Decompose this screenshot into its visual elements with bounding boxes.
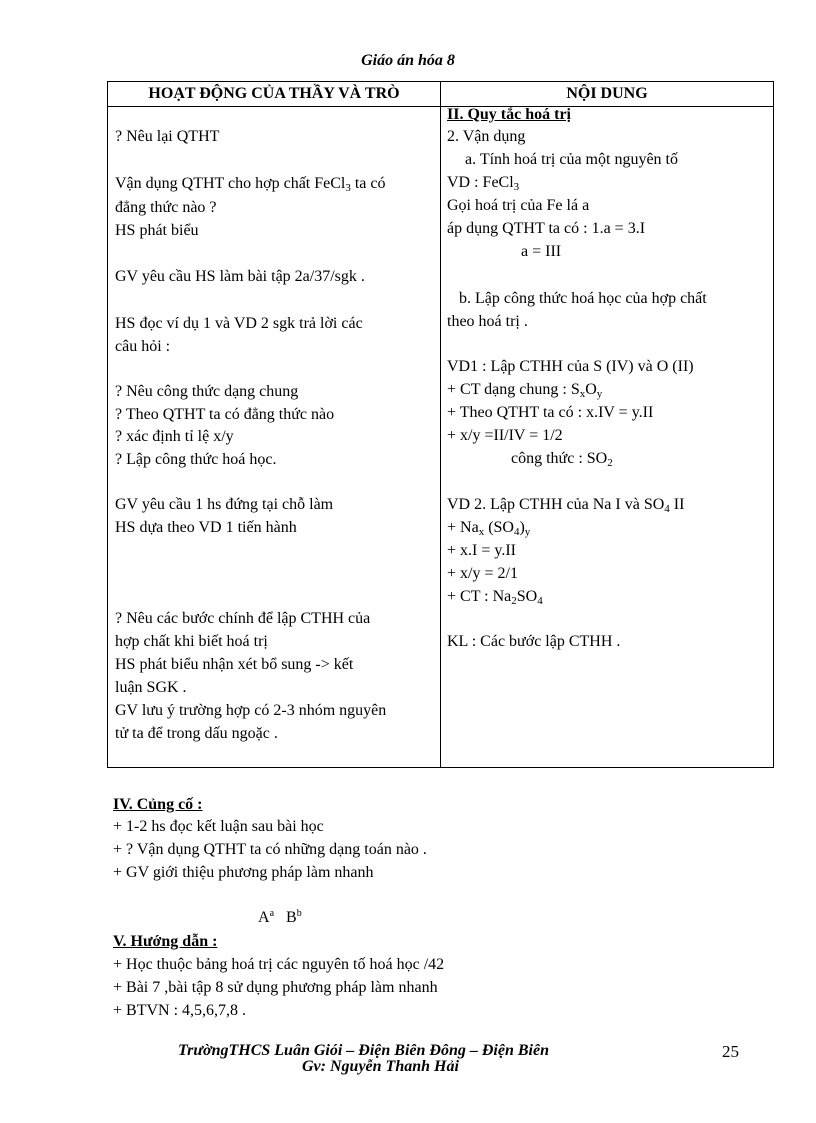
activity-line: ? Theo QTHT ta có đẳng thức nào	[115, 406, 335, 423]
page-header: Giáo án hóa 8	[361, 52, 455, 69]
content-line: VD 2. Lập CTHH của Na I và $SO_4$ II	[447, 496, 685, 515]
content-line: a. Tính hoá trị của một nguyên tố	[465, 151, 678, 168]
activity-line: HS đọc ví dụ 1 và VD 2 sgk trả lời các	[115, 315, 363, 332]
activity-line: ? Nêu lại QTHT	[115, 128, 220, 145]
content-line: + x/y = 2/1	[447, 565, 518, 582]
guidance-item: + Bài 7 ,bài tập 8 sử dụng phương pháp làm nhanh	[113, 979, 438, 996]
consolidation-item: + GV giới thiệu phương pháp làm nhanh	[113, 864, 374, 881]
page-number: 25	[722, 1042, 739, 1061]
content-line: 2. Vận dụng	[447, 128, 526, 145]
activity-line: ? Nêu các bước chính để lập CTHH của	[115, 610, 371, 627]
content-line: + x/y =II/IV = 1/2	[447, 427, 563, 444]
content-line: + CT dạng chung : $S_xO_y$	[447, 381, 603, 400]
activity-line: câu hỏi :	[115, 338, 171, 355]
activity-line: HS phát biểu	[115, 222, 199, 239]
content-line: áp dụng QTHT ta có : 1.a = 3.I	[447, 220, 646, 237]
guidance-heading: V. Hướng dẫn :	[113, 933, 218, 950]
footer-school: TrườngTHCS Luân Giói – Điện Biên Đông – Điện Biên	[178, 1042, 549, 1059]
content-line: theo hoá trị .	[447, 313, 528, 330]
lesson-table	[107, 81, 774, 768]
activity-line: ? xác định tỉ lệ x/y	[115, 428, 234, 445]
activity-line: đẳng thức nào ?	[115, 199, 217, 216]
footer-teacher: Gv: Nguyễn Thanh Hải	[302, 1058, 459, 1075]
guidance-item: + Học thuộc bảng hoá trị các nguyên tố hoá học /42	[113, 956, 445, 973]
activity-line: Vận dụng QTHT cho hợp chất FeCl$_3$ ta có	[115, 175, 386, 194]
activity-line: GV yêu cầu HS làm bài tập 2a/37/sgk .	[115, 268, 365, 285]
content-line: + $Na_x$ $(SO_4)_y$	[447, 519, 531, 538]
content-cell	[441, 107, 774, 768]
activity-line: HS phát biểu nhận xét bổ sung -> kết	[115, 656, 354, 673]
content-line: Gọi hoá trị của Fe lá a	[447, 197, 590, 214]
content-column-header: NỘI DUNG	[441, 82, 774, 107]
content-line: + CT : $Na_2SO_4$	[447, 588, 543, 607]
activity-line: GV lưu ý trường hợp có 2-3 nhóm nguyên	[115, 702, 387, 719]
activity-line: ? Lập công thức hoá học.	[115, 451, 277, 468]
content-line: a = III	[521, 243, 562, 260]
activity-line: GV yêu cầu 1 hs đứng tại chỗ làm	[115, 496, 334, 513]
activity-line: luận SGK .	[115, 679, 187, 696]
activity-line: tử ta để trong dấu ngoặc .	[115, 725, 278, 742]
activities-column-header: HOẠT ĐỘNG CỦA THẦY VÀ TRÒ	[108, 82, 441, 107]
content-line: VD1 : Lập CTHH của S (IV) và O (II)	[447, 358, 694, 375]
formula: $A^a$ $B^b$	[258, 908, 302, 926]
content-line: + Theo QTHT ta có : x.IV = y.II	[447, 404, 654, 421]
content-line: KL : Các bước lập CTHH .	[447, 633, 621, 650]
activity-line: ? Nêu công thức dạng chung	[115, 383, 299, 400]
content-line: công thức : $SO_2$	[511, 450, 613, 469]
content-line: + x.I = y.II	[447, 542, 516, 559]
content-line: VD : FeCl$_3$	[447, 174, 520, 193]
consolidation-item: + ? Vận dụng QTHT ta có những dạng toán nào .	[113, 841, 427, 858]
activities-cell	[108, 107, 441, 768]
guidance-item: + BTVN : 4,5,6,7,8 .	[113, 1002, 247, 1019]
section-heading: II. Quy tắc hoá trị	[447, 106, 571, 123]
activity-line: HS dựa theo VD 1 tiến hành	[115, 519, 297, 536]
activity-line: hợp chất khi biết hoá trị	[115, 633, 268, 650]
content-line: b. Lập công thức hoá học của hợp chất	[459, 290, 707, 307]
consolidation-item: + 1-2 hs đọc kết luận sau bài học	[113, 818, 324, 835]
consolidation-heading: IV. Củng cố :	[113, 796, 203, 813]
